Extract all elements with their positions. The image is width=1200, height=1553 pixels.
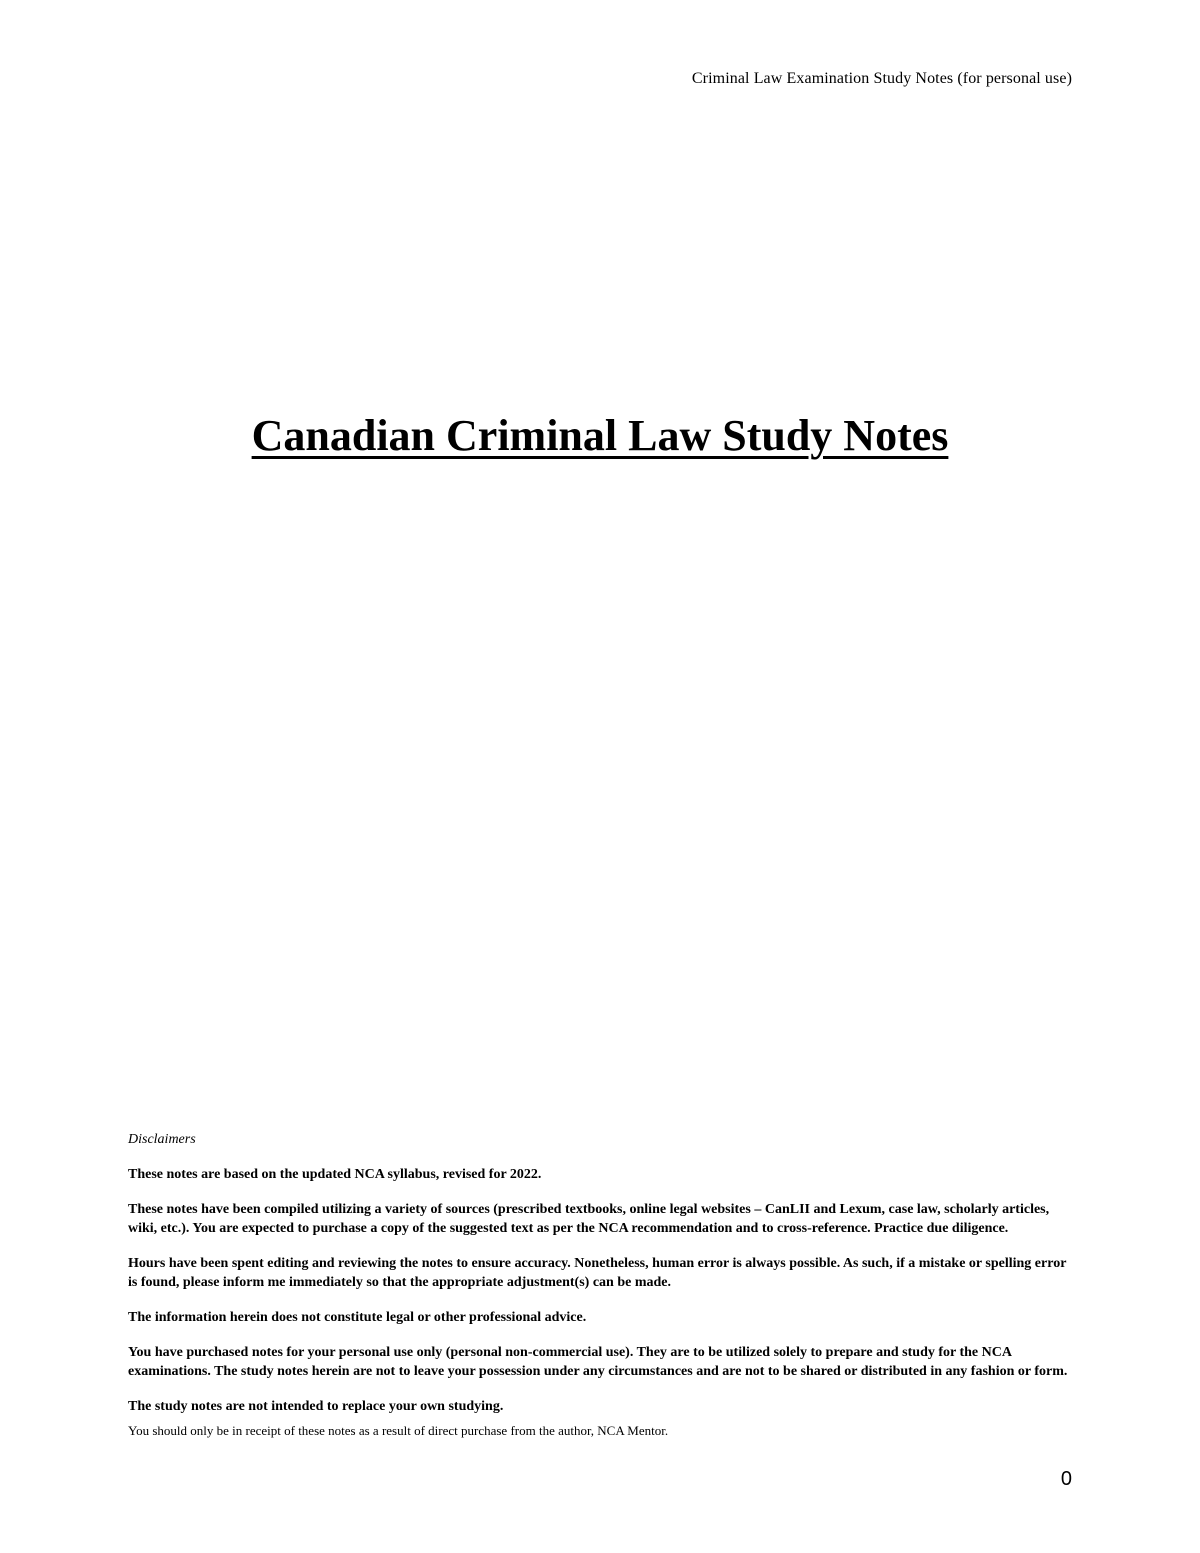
purchase-note: You should only be in receipt of these notes as a result of direct purchase from the author, NCA Mentor. (128, 1423, 669, 1438)
disclaimers-heading: Disclaimers (128, 1132, 196, 1147)
running-header: Criminal Law Examination Study Notes (for personal use) (691, 70, 1072, 87)
disclaimer-sources: These notes have been compiled utilizing a variety of sources (prescribed textbooks, online legal websites – CanLII and Lexum, case law, scholarly articles, wiki, etc.). You are expected to purchase a copy of the suggested text as per the NCA recommendation and to cross-reference. Practice due diligence. (128, 1202, 1050, 1236)
page-number: 0 (1060, 1468, 1072, 1490)
disclaimer-own-studying: The study notes are not intended to replace your own studying. (128, 1399, 504, 1414)
disclaimer-syllabus: These notes are based on the updated NCA syllabus, revised for 2022. (128, 1167, 542, 1182)
disclaimer-not-advice: The information herein does not constitute legal or other professional advice. (128, 1310, 587, 1325)
document-title (0, 408, 1200, 464)
document-title-text: Canadian Criminal Law Study Notes (251, 411, 949, 460)
disclaimers-section (128, 1130, 1074, 1439)
disclaimer-accuracy: Hours have been spent editing and reviewing the notes to ensure accuracy. Nonetheless, human error is always possible. As such, if a mistake or spelling error is found, please inform me immediately so that the appropriate adjustment(s) can be made. (128, 1256, 1067, 1290)
disclaimer-personal-use: You have purchased notes for your personal use only (personal non-commercial use). They are to be utilized solely to prepare and study for the NCA examinations. The study notes herein are not to leave your possession under any circumstances and are not to be shared or distributed in any fashion or form. (128, 1345, 1068, 1379)
